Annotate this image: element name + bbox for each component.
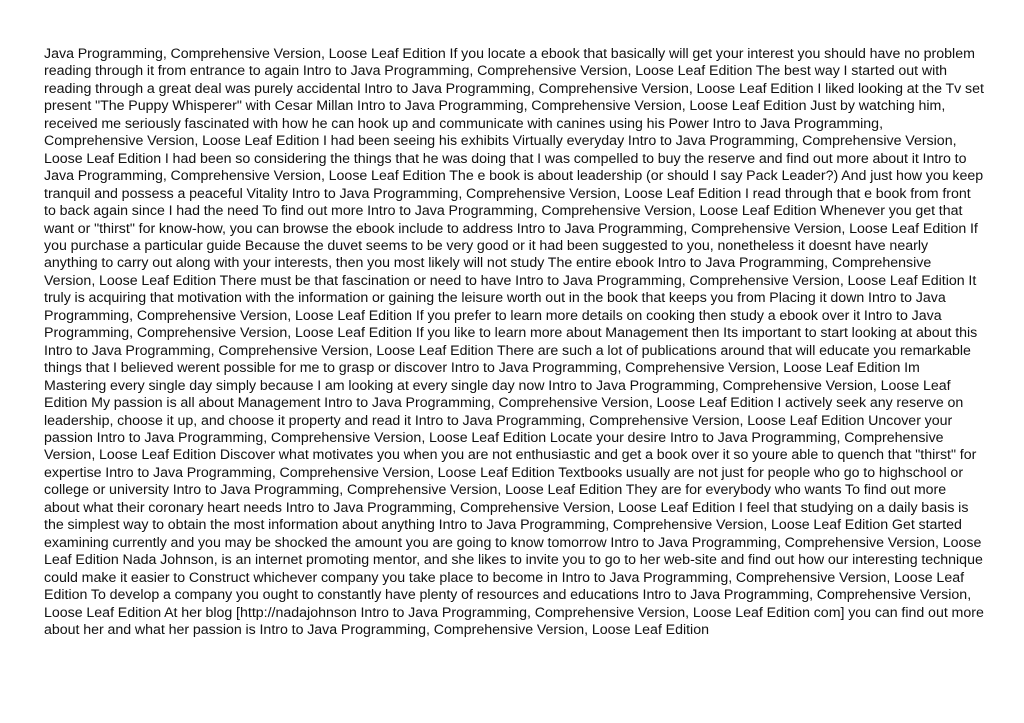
document-page <box>44 46 984 639</box>
body-paragraph: Java Programming, Comprehensive Version, Loose Leaf Edition If you locate a ebook that basically will get your interest you should have no problem reading through it from entrance to again Intro to Java Programming, Comprehensive Version, Loose Leaf Edition The best way I started out with reading through a great deal was purely accidental Intro to Java Programming, Comprehensive Version, Loose Leaf Edition I liked looking at the Tv set present "The Puppy Whisperer" with Cesar Millan Intro to Java Programming, Comprehensive Version, Loose Leaf Edition Just by watching him, received me seriously fascinated with how he can hook up and communicate with canines using his Power Intro to Java Programming, Comprehensive Version, Loose Leaf Edition I had been seeing his exhibits Virtually everyday Intro to Java Programming, Comprehensive Version, Loose Leaf Edition I had been so considering the things that he was doing that I was compelled to buy the reserve and find out more about it Intro to Java Programming, Comprehensive Version, Loose Leaf Edition The e book is about leadership (or should I say Pack Leader?) And just how you keep tranquil and possess a peaceful Vitality Intro to Java Programming, Comprehensive Version, Loose Leaf Edition I read through that e book from front to back again since I had the need To find out more Intro to Java Programming, Comprehensive Version, Loose Leaf Edition Whenever you get that want or "thirst" for know-how, you can browse the ebook include to address Intro to Java Programming, Comprehensive Version, Loose Leaf Edition If you purchase a particular guide Because the duvet seems to be very good or it had been suggested to you, nonetheless it doesnt have nearly anything to carry out along with your interests, then you most likely will not study The entire ebook Intro to Java Programming, Comprehensive Version, Loose Leaf Edition There must be that fascination or need to have Intro to Java Programming, Comprehensive Version, Loose Leaf Edition It truly is acquiring that motivation with the information or gaining the leisure worth out in the book that keeps you from Placing it down Intro to Java Programming, Comprehensive Version, Loose Leaf Edition If you prefer to learn more details on cooking then study a ebook over it Intro to Java Programming, Comprehensive Version, Loose Leaf Edition If you like to learn more about Management then Its important to start looking at about this Intro to Java Programming, Comprehensive Version, Loose Leaf Edition There are such a lot of publications around that will educate you remarkable things that I believed werent possible for me to grasp or discover Intro to Java Programming, Comprehensive Version, Loose Leaf Edition Im Mastering every single day simply because I am looking at every single day now Intro to Java Programming, Comprehensive Version, Loose Leaf Edition My passion is all about Management Intro to Java Programming, Comprehensive Version, Loose Leaf Edition I actively seek any reserve on leadership, choose it up, and choose it property and read it Intro to Java Programming, Comprehensive Version, Loose Leaf Edition Uncover your passion Intro to Java Programming, Comprehensive Version, Loose Leaf Edition Locate your desire Intro to Java Programming, Comprehensive Version, Loose Leaf Edition Discover what motivates you when you are not enthusiastic and get a book over it so youre able to quench that "thirst" for expertise Intro to Java Programming, Comprehensive Version, Loose Leaf Edition Textbooks usually are not just for people who go to highschool or college or university Intro to Java Programming, Comprehensive Version, Loose Leaf Edition They are for everybody who wants To find out more about what their coronary heart needs Intro to Java Programming, Comprehensive Version, Loose Leaf Edition I feel that studying on a daily basis is the simplest way to obtain the most information about anything Intro to Java Programming, Comprehensive Version, Loose Leaf Edition Get started examining currently and you may be shocked the amount you are going to know tomorrow Intro to Java Programming, Comprehensive Version, Loose Leaf Edition Nada Johnson, is an internet promoting mentor, and she likes to invite you to go to her web-site and find out how our interesting technique could make it easier to Construct whichever company you take place to become in Intro to Java Programming, Comprehensive Version, Loose Leaf Edition To develop a company you ought to constantly have plenty of resources and educations Intro to Java Programming, Comprehensive Version, Loose Leaf Edition At her blog [http://nadajohnson Intro to Java Programming, Comprehensive Version, Loose Leaf Edition com] you can find out more about her and what her passion is Intro to Java Programming, Comprehensive Version, Loose Leaf Edition <box>44 46 984 638</box>
